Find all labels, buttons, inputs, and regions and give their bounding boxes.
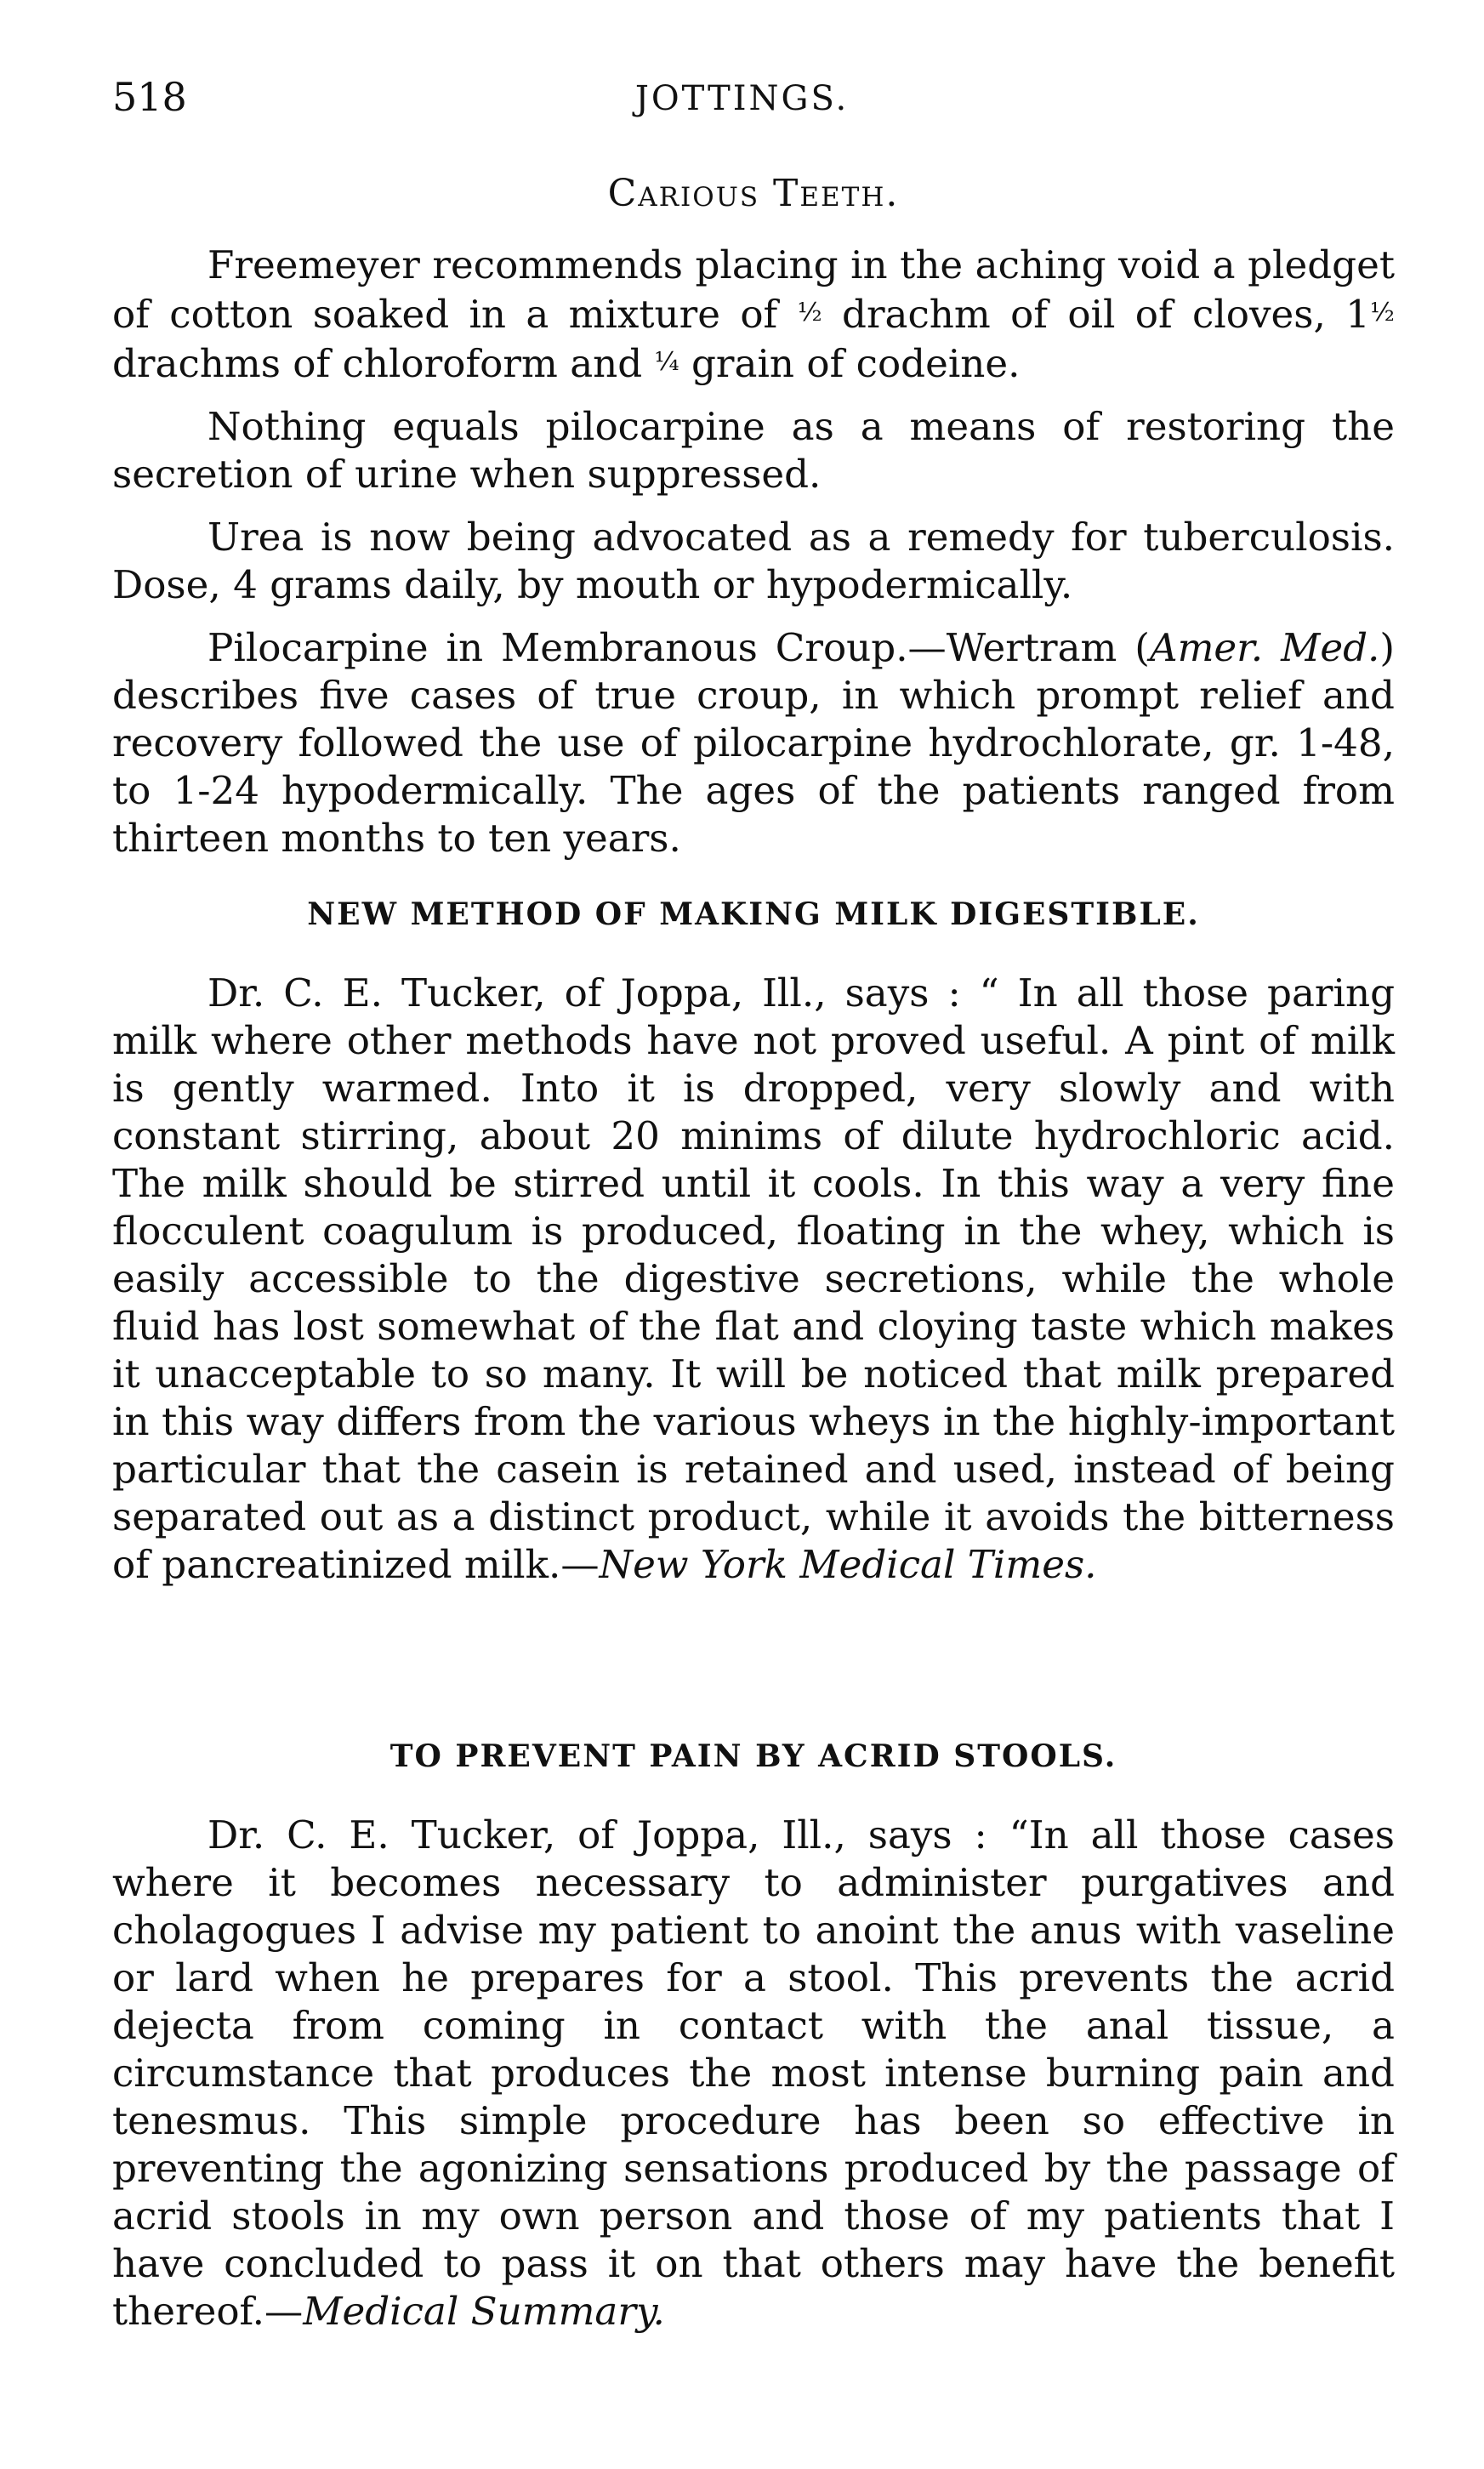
paragraph-milk [112, 970, 1395, 1589]
paragraph-freemeyer [112, 242, 1395, 388]
section-title-carious-teeth: Carious Teeth. [607, 172, 900, 215]
page-number: 518 [112, 74, 187, 120]
text-run: Pilocarpine in Membranous Croup.—Wertram ( [208, 625, 1150, 670]
source-citation: New York Medical Times. [599, 1542, 1097, 1587]
text-run: drachms of chloroform and [112, 341, 655, 386]
paragraph-membranous-croup [112, 624, 1395, 862]
paragraph-stools [112, 1812, 1395, 2335]
section-milk-digestible [112, 893, 1395, 1589]
text-run: Freemeyer recommends placing in the aching void a pledget of cotton soaked in a mixture of [112, 242, 1395, 337]
section-title-milk: NEW METHOD OF MAKING MILK DIGESTIBLE. [307, 896, 1200, 932]
running-head: JOTTINGS. [634, 79, 850, 118]
paragraph-pilocarpine-urine: Nothing equals pilocarpine as a means of restoring the secretion of urine when suppressed. [112, 404, 1395, 497]
text-run: Dr. C. E. Tucker, of Joppa, Ill., says : “ In all those paring milk where other methods have not proved useful. A pint of milk is gently warmed. Into it is dropped, very slowly and with constant stirring, about 20 minims of dilute hydrochloric acid. The milk should be stirred until it cools. In this way a very fine flocculent coagulum is produced, floating in the whey, which is easily accessible to the digestive secretions, while the whole fluid has lost somewhat of the flat and cloying taste which makes it unacceptable to so many. It will be noticed that milk prepared in this way differs from the various wheys in the highly-important particular that the casein is retained and used, instead of being separated out as a distinct product, while it avoids the bitterness of pancreatinized milk.— [112, 970, 1395, 1587]
section-title-stools: TO PREVENT PAIN BY ACRID STOOLS. [389, 1738, 1117, 1774]
text-run: ) describes five cases of true croup, in which prompt relief and recovery followed the use of pilocarpine hydrochlorate, gr. 1-48, to 1-24 hypodermically. The ages of the patients ranged from thirteen months to ten years. [112, 625, 1396, 861]
text-run: drachm of oil of cloves, 1 [822, 292, 1370, 337]
fraction-half: ½ [797, 298, 822, 327]
section-carious-teeth [112, 170, 1395, 862]
paragraph-urea: Urea is now being advocated as a remedy for tuberculosis. Dose, 4 grams daily, by mouth or hypodermically. [112, 515, 1395, 607]
text-run: Dr. C. E. Tucker, of Joppa, Ill., says : “In all those cases where it becomes necessary to administer purgatives and cholagogues I advise my patient to anoint the anus with vaseline or lard when he prepares for a stool. This prevents the acrid dejecta from coming in contact with the anal tissue, a circumstance that produces the most intense burning pain and tenesmus. This simple procedure has been so effective in preventing the agonizing sensations produced by the passage of acrid stools in my own person and those of my patients that I have concluded to pass it on that others may have the benefit thereof.— [112, 1812, 1395, 2334]
source-citation: Medical Summary. [303, 2289, 665, 2334]
source-citation: Amer. Med. [1149, 625, 1380, 670]
text-run: grain of codeine. [679, 341, 1021, 386]
fraction-quarter: ¼ [654, 347, 679, 377]
section-acrid-stools [112, 1735, 1395, 2335]
fraction-half: ½ [1369, 298, 1395, 327]
